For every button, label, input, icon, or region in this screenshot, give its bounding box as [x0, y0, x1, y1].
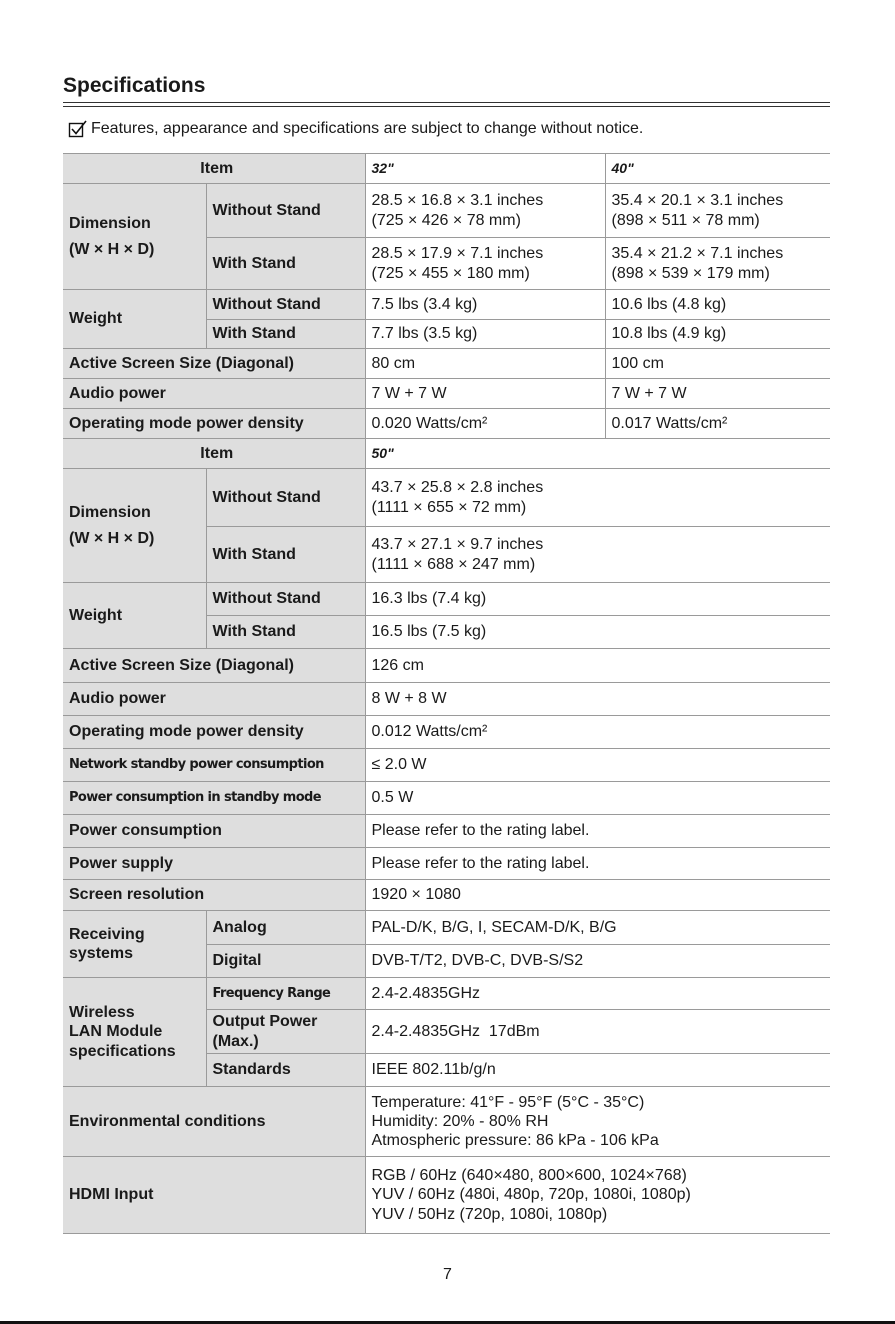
with-stand-label: With Stand — [206, 527, 365, 583]
page-title: Specifications — [63, 74, 206, 97]
dim-32-without: 28.5 × 16.8 × 3.1 inches (725 × 426 × 78 mm) — [365, 184, 605, 238]
weight-50-with: 16.5 lbs (7.5 kg) — [365, 616, 830, 649]
screen-32: 80 cm — [365, 349, 605, 379]
header-row-50 — [63, 439, 830, 469]
weight-label: Weight — [63, 290, 206, 349]
title-rule-bottom — [63, 106, 830, 107]
standby-mode-value: 0.5 W — [365, 782, 830, 815]
dim-40-with: 35.4 × 21.2 × 7.1 inches (898 × 539 × 179 mm) — [605, 238, 830, 290]
dimension-label: Dimension (W × H × D) — [63, 469, 206, 583]
standards-value: IEEE 802.11b/g/n — [365, 1054, 830, 1087]
table-row — [63, 978, 830, 1010]
digital-label: Digital — [206, 945, 365, 978]
table-row — [63, 379, 830, 409]
without-stand-label: Without Stand — [206, 469, 365, 527]
title-rule-top — [63, 102, 830, 103]
table-row — [63, 782, 830, 815]
density-32: 0.020 Watts/cm² — [365, 409, 605, 439]
dim-40-without: 35.4 × 20.1 × 3.1 inches (898 × 511 × 78 mm) — [605, 184, 830, 238]
col-header-50: 50" — [365, 439, 830, 469]
frequency-range-value: 2.4-2.4835GHz — [365, 978, 830, 1010]
audio-power-label: Audio power — [63, 379, 365, 409]
hdmi-input-value: RGB / 60Hz (640×480, 800×600, 1024×768) YUV / 60Hz (480i, 480p, 720p, 1080i, 1080p) YUV / 50Hz (720p, 1080i, 1080p) — [365, 1157, 830, 1234]
dim-50-with: 43.7 × 27.1 × 9.7 inches (1111 × 688 × 247 mm) — [365, 527, 830, 583]
table-row — [63, 848, 830, 880]
screen-40: 100 cm — [605, 349, 830, 379]
table-row — [63, 716, 830, 749]
table-row — [63, 583, 830, 616]
with-stand-label: With Stand — [206, 320, 365, 349]
without-stand-label: Without Stand — [206, 184, 365, 238]
dim-50-without: 43.7 × 25.8 × 2.8 inches (1111 × 655 × 72 mm) — [365, 469, 830, 527]
hdmi-input-label: HDMI Input — [63, 1157, 365, 1234]
notice — [68, 119, 643, 139]
table-row — [63, 184, 830, 238]
table-row — [63, 409, 830, 439]
table-row — [63, 683, 830, 716]
with-stand-label: With Stand — [206, 238, 365, 290]
power-consumption-label: Power consumption — [63, 815, 365, 848]
audio-power-label: Audio power — [63, 683, 365, 716]
item-header: Item — [63, 439, 365, 469]
power-consumption-value: Please refer to the rating label. — [365, 815, 830, 848]
dim-32-with: 28.5 × 17.9 × 7.1 inches (725 × 455 × 180 mm) — [365, 238, 605, 290]
audio-40: 7 W + 7 W — [605, 379, 830, 409]
density-50: 0.012 Watts/cm² — [365, 716, 830, 749]
screen-resolution-value: 1920 × 1080 — [365, 880, 830, 911]
active-screen-label: Active Screen Size (Diagonal) — [63, 349, 365, 379]
output-power-label: Output Power (Max.) — [206, 1010, 365, 1054]
op-density-label: Operating mode power density — [63, 716, 365, 749]
environmental-value: Temperature: 41°F - 95°F (5°C - 35°C) Humidity: 20% - 80% RH Atmospheric pressure: 86 kPa - 106 kPa — [365, 1087, 830, 1157]
audio-50: 8 W + 8 W — [365, 683, 830, 716]
without-stand-label: Without Stand — [206, 290, 365, 320]
analog-value: PAL-D/K, B/G, I, SECAM-D/K, B/G — [365, 911, 830, 945]
audio-32: 7 W + 7 W — [365, 379, 605, 409]
page-number: 7 — [443, 1266, 452, 1283]
table-row — [63, 290, 830, 320]
specifications-table — [63, 153, 830, 1234]
with-stand-label: With Stand — [206, 616, 365, 649]
item-header: Item — [63, 154, 365, 184]
col-header-40: 40" — [605, 154, 830, 184]
op-density-label: Operating mode power density — [63, 409, 365, 439]
table-row — [63, 911, 830, 945]
table-row — [63, 880, 830, 911]
digital-value: DVB-T/T2, DVB-C, DVB-S/S2 — [365, 945, 830, 978]
table-row — [63, 749, 830, 782]
receiving-systems-label: Receiving systems — [63, 911, 206, 978]
weight-40-with: 10.8 lbs (4.9 kg) — [605, 320, 830, 349]
table-row — [63, 815, 830, 848]
screen-resolution-label: Screen resolution — [63, 880, 365, 911]
weight-50-without: 16.3 lbs (7.4 kg) — [365, 583, 830, 616]
weight-32-without: 7.5 lbs (3.4 kg) — [365, 290, 605, 320]
table-row — [63, 1157, 830, 1234]
wireless-lan-label: Wireless LAN Module specifications — [63, 978, 206, 1087]
checkbox-check-icon — [68, 119, 88, 139]
analog-label: Analog — [206, 911, 365, 945]
weight-40-without: 10.6 lbs (4.8 kg) — [605, 290, 830, 320]
output-power-value: 2.4-2.4835GHz 17dBm — [365, 1010, 830, 1054]
power-supply-label: Power supply — [63, 848, 365, 880]
network-standby-label: Network standby power consumption — [63, 749, 365, 782]
without-stand-label: Without Stand — [206, 583, 365, 616]
table-row — [63, 649, 830, 683]
power-supply-value: Please refer to the rating label. — [365, 848, 830, 880]
weight-32-with: 7.7 lbs (3.5 kg) — [365, 320, 605, 349]
col-header-32: 32" — [365, 154, 605, 184]
density-40: 0.017 Watts/cm² — [605, 409, 830, 439]
frequency-range-label: Frequency Range — [206, 978, 365, 1010]
standards-label: Standards — [206, 1054, 365, 1087]
weight-label: Weight — [63, 583, 206, 649]
dimension-label: Dimension (W × H × D) — [63, 184, 206, 290]
header-row-32-40 — [63, 154, 830, 184]
environmental-label: Environmental conditions — [63, 1087, 365, 1157]
standby-mode-label: Power consumption in standby mode — [63, 782, 365, 815]
table-row — [63, 349, 830, 379]
network-standby-value: ≤ 2.0 W — [365, 749, 830, 782]
notice-text: Features, appearance and specifications are subject to change without notice. — [91, 120, 644, 137]
table-row — [63, 469, 830, 527]
screen-50: 126 cm — [365, 649, 830, 683]
table-row — [63, 1087, 830, 1157]
active-screen-label: Active Screen Size (Diagonal) — [63, 649, 365, 683]
